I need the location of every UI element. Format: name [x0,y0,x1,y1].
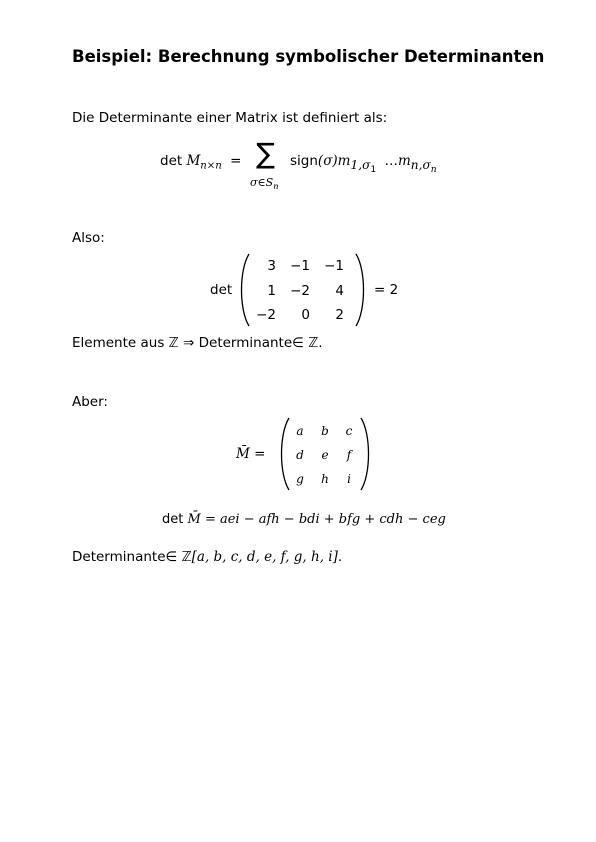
matrix-cell: −2 [256,307,276,323]
symbolic-cell: e [321,448,329,462]
polynomial-ring-conclusion [72,549,342,565]
aber-text: Aber: [72,394,108,410]
matrix-cell: 0 [301,307,310,323]
sign-argument: (σ) [317,153,338,169]
sum-symbol: ∑ [256,137,275,170]
symbolic-cell: h [321,472,329,486]
matrix-cell: 4 [335,283,344,299]
entry-m-first: m [337,153,351,169]
equals-sign: = [230,153,242,169]
final-period: . [337,549,343,565]
page-title: Beispiel: Berechnung symbolischer Determinanten [72,47,545,66]
det-operator: det [160,153,183,169]
matrix-cell: −2 [290,283,310,299]
right-paren-symbolic [359,416,373,492]
entry-subscript-last: n,σ [410,158,431,173]
entry-subscript-last-index: n [430,165,437,176]
numeric-result: = 2 [374,282,399,298]
final-element-of-symbol: ∈ [165,549,178,565]
intro-text: Die Determinante einer Matrix ist definiert als: [72,110,388,126]
final-integers-symbol: ℤ [181,549,192,565]
right-paren-numeric [354,252,368,328]
symbolic-cell: i [347,472,351,486]
left-paren-numeric [237,252,251,328]
final-determinant-word: Determinante [72,549,166,565]
matrix-mbar-symbol: M̄ [236,446,250,462]
symbolic-cell: g [296,472,304,486]
symbolic-cell: d [296,448,304,462]
matrix-size-subscript: n×n [200,160,222,172]
element-of-symbol: ∈ [292,335,304,351]
variable-list: [a, b, c, d, e, f, g, h, i] [191,549,338,565]
integers-symbol-2: ℤ [308,335,319,351]
det-operator-symbolic: det [162,512,184,527]
matrix-cell: 2 [335,307,344,323]
implies-arrow: ⇒ [183,335,195,351]
determinant-word: Determinante [198,335,293,351]
entry-subscript-first-index: 1 [370,165,377,176]
equals-sign-symbolic: = [254,446,266,462]
symbolic-cell: a [296,424,304,438]
also-text: Also: [72,230,105,246]
matrix-cell: 3 [267,258,276,274]
matrix-cell: −1 [324,258,344,274]
entry-subscript-first: 1,σ [350,158,371,173]
integers-symbol: ℤ [168,335,179,351]
symbolic-expansion: = aei − afh − bdi + bfg + cdh − ceg [204,512,446,527]
period: . [318,335,323,351]
det-operator-numeric: det [210,282,233,298]
matrix-cell: 1 [267,283,276,299]
symbolic-cell: f [346,448,352,462]
det-mbar-symbol: M̄ [187,512,201,527]
matrix-cell: −1 [290,258,310,274]
symbolic-cell: c [345,424,353,438]
entry-m-last: m [397,153,411,169]
symbolic-cell: b [321,424,329,438]
ellipsis: … [384,153,398,169]
sum-index: σ∈S [250,176,274,189]
sign-function: sign [290,153,318,169]
elements-text: Elemente aus [72,335,165,351]
symbolic-determinant-formula [162,512,446,527]
left-paren-symbolic [277,416,291,492]
integer-conclusion [72,335,323,351]
matrix-symbol: M [186,153,201,169]
sum-index-subscript: n [273,180,279,191]
